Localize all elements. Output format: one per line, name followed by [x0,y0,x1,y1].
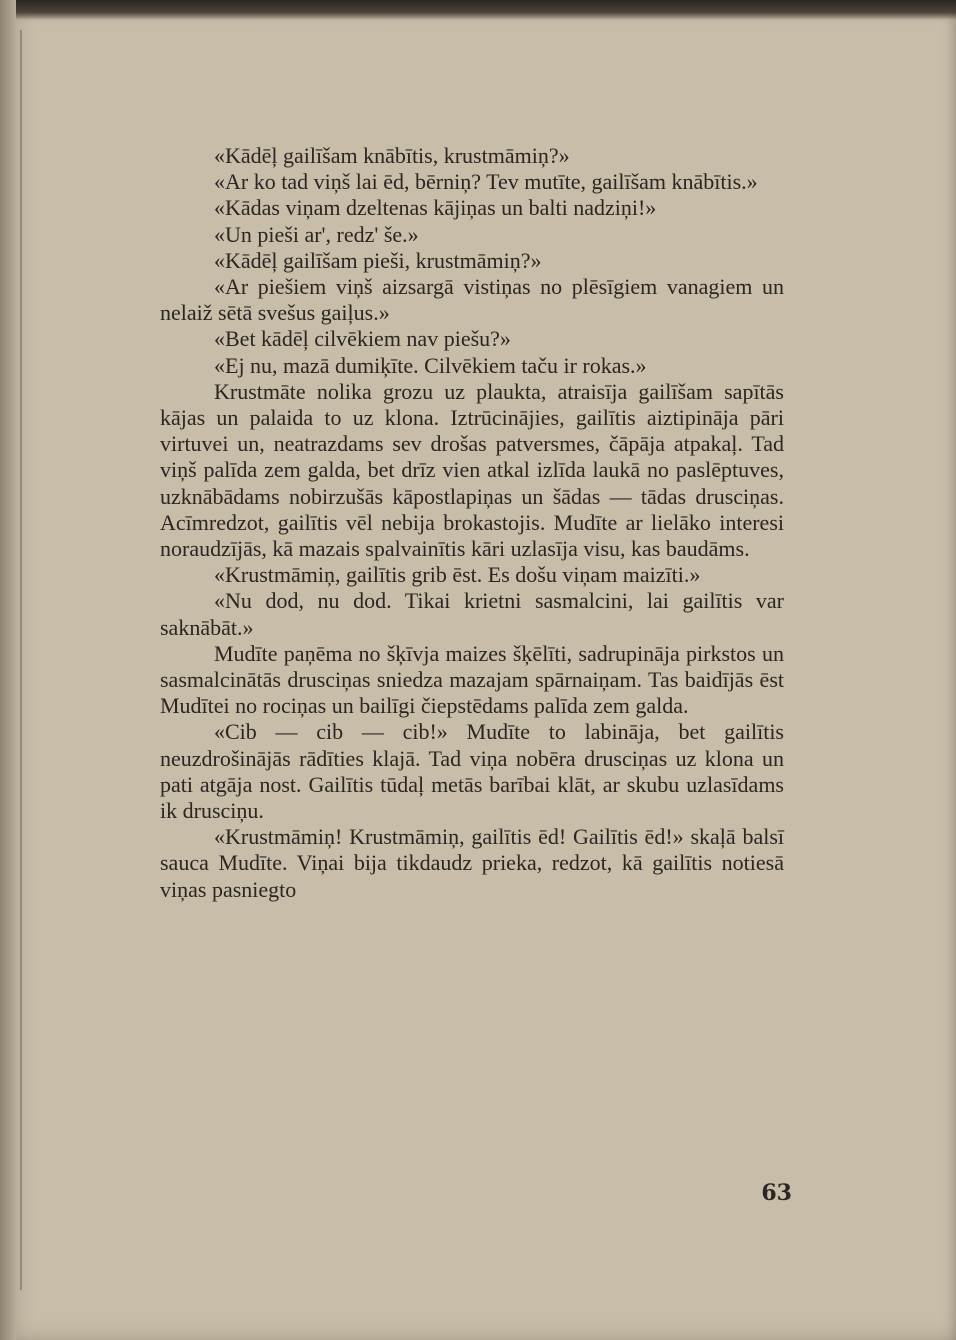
page-top-edge [0,0,956,20]
spine-fold-line [20,30,22,1290]
paragraph: «Bet kādēļ cilvēkiem nav piešu?» [214,326,511,352]
paragraph: «Kādas viņam dzeltenas kājiņas un balti nadziņi!» [214,195,657,221]
paragraph: «Ej nu, mazā dumiķīte. Cilvēkiem taču ir rokas.» [214,352,647,378]
paragraph: «Kādēļ gailīšam knābītis, krustmāmiņ?» [214,143,570,168]
paragraph: «Krustmāmiņ, gailītis grib ēst. Es došu viņam maizīti.» [214,562,701,588]
paragraph: «Krustmāmiņ! Krustmāmiņ, gailītis ēd! Gailītis ēd!» skaļā balsī sauca Mudīte. Viņai bija tikdaudz prieka, redzot, kā gailītis notiesā viņas pasniegto [160,824,784,902]
paragraph: «Kādēļ gailīšam pieši, krustmāmiņ?» [214,247,542,273]
paragraph: Mudīte paņēma no šķīvja maizes šķēlīti, sadrupināja pirkstos un sasmalcinātās drusciņas sniedza mazajam spārnaiņam. Tas baidījās ēst Mudītei no rociņas un bailīgi čiepstēdams palīda zem galda. [160,640,784,719]
paragraph: «Ar ko tad viņš lai ēd, bērniņ? Tev mutīte, gailīšam knābītis.» [214,169,758,195]
paragraph: «Un pieši ar', redz' še.» [214,221,419,247]
paragraph: «Ar piešiem viņš aizsargā vistiņas no plēsīgiem vanagiem un nelaiž sētā svešus gaiļus.» [160,274,784,326]
paragraph: «Cib — cib — cib!» Mudīte to labināja, bet gailītis neuzdrošinājās rādīties klajā. Tad viņa nobēra drusciņas uz klona un pati atgāja nost. Gailītis tūdaļ metās barībai klāt, ar skubu uzlasīdams ik drusciņu. [160,719,784,824]
paragraph: «Nu dod, nu dod. Tikai krietni sasmalcini, lai gailītis var saknābāt.» [160,588,784,640]
book-spine [0,0,16,1340]
paragraph: Krustmāte nolika grozu uz plaukta, atraisīja gailīšam sapītās kājas un palaida to uz klona. Iztrūcinājies, gailītis aiztipināja pāri virtuvei un, neatrazdams sev drošas patversmes, čāpāja atpakaļ. Tad viņš palīda zem galda, bet drīz vien atkal izlīda laukā no paslēptuves, uzknābādams nobirzušās kāpostlapiņas un šādas — tādas drusciņas. Acīmredzot, gailītis vēl nebija brokastojis. Mudīte ar lielāko interesi noraudzījās, kā mazais spalvainītis kāri uzlasīja visu, kas baudāms. [160,378,784,562]
page-number: 63 [761,1180,792,1206]
body-text [160,143,784,903]
